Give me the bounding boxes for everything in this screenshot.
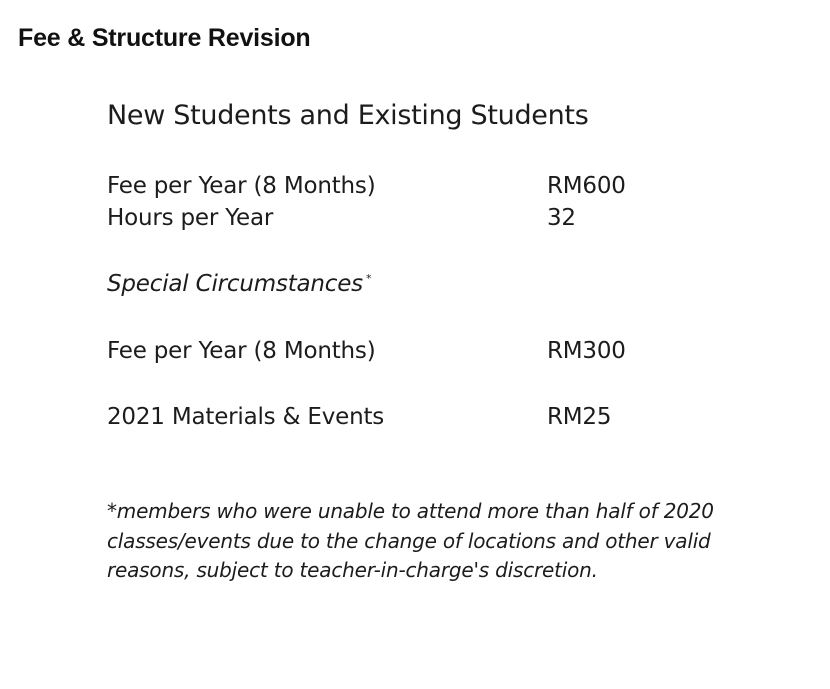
special-fee-value: RM300 xyxy=(547,338,626,364)
special-circumstances-label: Special Circumstances xyxy=(107,271,363,297)
section-heading: New Students and Existing Students xyxy=(107,100,589,131)
page-title: Fee & Structure Revision xyxy=(18,24,311,52)
fee-value: RM600 xyxy=(547,173,626,199)
special-circumstances-heading xyxy=(107,271,371,297)
special-fee-label: Fee per Year (8 Months) xyxy=(107,338,376,364)
footnote: *members who were unable to attend more than half of 2020 classes/events due to the change of locations and other valid reasons, subject to teacher-in-charge's discretion. xyxy=(107,499,714,582)
hours-value: 32 xyxy=(547,205,576,231)
fee-label: Fee per Year (8 Months) xyxy=(107,173,376,199)
materials-label: 2021 Materials & Events xyxy=(107,404,385,430)
footnote-marker: * xyxy=(365,272,372,286)
hours-label: Hours per Year xyxy=(107,205,274,231)
materials-value: RM25 xyxy=(547,404,612,430)
